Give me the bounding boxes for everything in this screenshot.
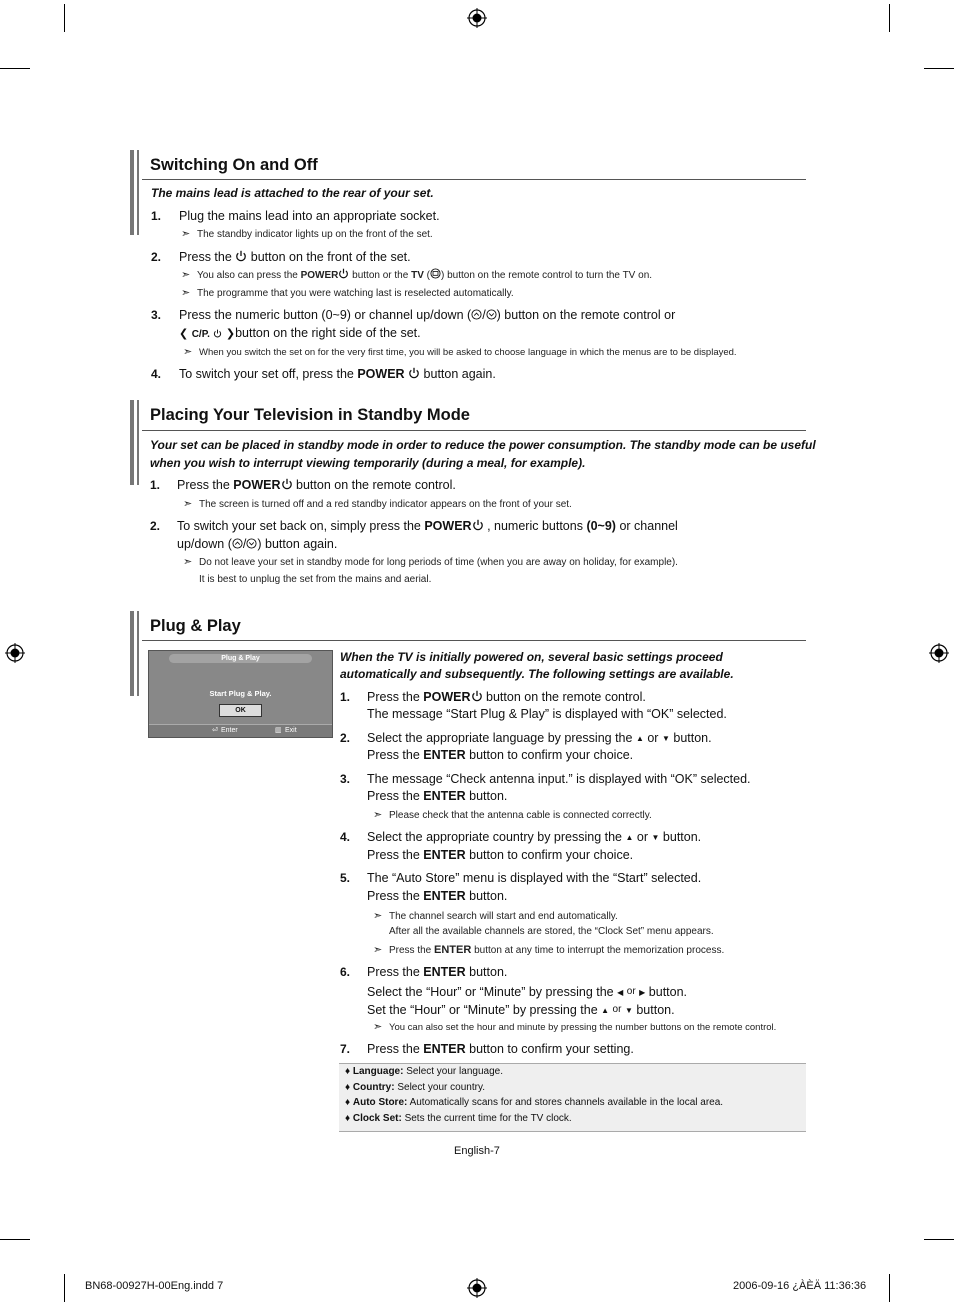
section-bar xyxy=(130,150,134,235)
bullet-diamond-icon: ♦ xyxy=(345,1113,351,1124)
section-bar xyxy=(137,611,139,696)
step-number: 2. xyxy=(150,519,161,533)
channel-up-icon xyxy=(232,538,243,549)
crop-mark xyxy=(889,4,890,32)
power-icon xyxy=(472,519,484,531)
step-note: ➣ You can also set the hour and minute by pressing the number buttons on the remote control. xyxy=(373,1021,777,1033)
footer-date: 2006-09-16 ¿ÀÈÄ 11:36:36 xyxy=(733,1280,867,1292)
section-intro: Your set can be placed in standby mode in order to reduce the power consumption. The standby mode can be useful xyxy=(150,438,816,452)
step-number: 1. xyxy=(340,690,351,704)
registration-mark-icon xyxy=(5,643,25,663)
crop-mark xyxy=(0,1239,30,1240)
step-number: 7. xyxy=(340,1042,351,1056)
step-text: To switch your set back on, simply press the POWER , numeric buttons (0~9) or channel xyxy=(177,519,678,533)
step-text: Set the “Hour” or “Minute” by pressing the ▲ or ▼ button. xyxy=(367,1003,675,1017)
footer-file-name: BN68-00927H-00Eng.indd 7 xyxy=(85,1280,224,1292)
step-text: Press the POWER button on the remote control. xyxy=(177,478,456,492)
section-intro: When the TV is initially powered on, several basic settings proceed xyxy=(340,650,723,664)
step-note: It is best to unplug the set from the mains and aerial. xyxy=(199,574,432,585)
step-number: 1. xyxy=(150,478,161,492)
step-text: The “Auto Store” menu is displayed with the “Start” selected. xyxy=(367,871,702,885)
enter-icon: ⏎ xyxy=(212,727,218,734)
step-note: ➣ You also can press the POWER button or the TV ( ) button on the remote control to turn the TV on. xyxy=(181,269,653,281)
summary-item: ♦ Clock Set: Sets the current time for the TV clock. xyxy=(345,1113,572,1124)
step-number: 3. xyxy=(151,308,162,322)
step-number: 4. xyxy=(151,367,162,381)
step-note: ➣ Please check that the antenna cable is connected correctly. xyxy=(373,809,652,821)
power-icon xyxy=(235,250,247,262)
note-arrow-icon: ➣ xyxy=(373,809,383,821)
note-arrow-icon: ➣ xyxy=(373,1021,383,1033)
section-intro: when you wish to interrupt viewing temporarily (during a meal, for example). xyxy=(150,456,586,470)
step-note: ➣ The screen is turned off and a red standby indicator appears on the front of your set. xyxy=(183,498,572,510)
power-icon xyxy=(408,367,420,379)
step-text: Press the ENTER button to confirm your choice. xyxy=(367,748,634,762)
channel-down-icon xyxy=(246,538,257,549)
chevron-left-icon: ❮ xyxy=(179,328,189,340)
step-note: ➣ The channel search will start and end automatically. xyxy=(373,910,618,922)
step-text: Select the appropriate language by pressing the ▲ or ▼ button. xyxy=(367,731,712,745)
section-rule xyxy=(142,430,806,431)
summary-item: ♦ Country: Select your country. xyxy=(345,1082,485,1093)
step-number: 2. xyxy=(151,250,162,264)
step-note: ➣ Do not leave your set in standby mode for long periods of time (when you are away on holiday, for example). xyxy=(183,556,678,568)
osd-message: Start Plug & Play. xyxy=(209,689,272,698)
note-arrow-icon: ➣ xyxy=(181,287,191,299)
step-text: up/down ( / ) button again. xyxy=(177,537,338,551)
note-arrow-icon: ➣ xyxy=(181,269,191,281)
step-text: Press the ENTER button to confirm your setting. xyxy=(367,1042,634,1056)
step-number: 4. xyxy=(340,830,351,844)
osd-title: Plug & Play xyxy=(169,654,312,663)
step-text: Select the appropriate country by pressing the ▲ or ▼ button. xyxy=(367,830,702,844)
down-arrow-icon: ▼ xyxy=(624,1006,633,1015)
settings-summary-box xyxy=(339,1063,806,1132)
up-arrow-icon: ▲ xyxy=(601,1006,610,1015)
step-text: To switch your set off, press the POWER button again. xyxy=(179,367,496,381)
step-note: After all the available channels are stored, the “Clock Set” menu appears. xyxy=(389,926,714,937)
power-icon xyxy=(471,690,483,702)
step-number: 6. xyxy=(340,965,351,979)
note-arrow-icon: ➣ xyxy=(373,910,383,922)
step-text: Press the ENTER button to confirm your choice. xyxy=(367,848,634,862)
registration-mark-icon xyxy=(467,8,487,28)
step-note: ➣ The programme that you were watching last is reselected automatically. xyxy=(181,287,514,299)
step-text: Press the numeric button (0~9) or channel up/down ( / ) button on the remote control or xyxy=(179,308,676,322)
section-intro: The mains lead is attached to the rear of your set. xyxy=(151,186,434,200)
osd-footer xyxy=(149,724,332,737)
bullet-diamond-icon: ♦ xyxy=(345,1097,351,1108)
section-bar xyxy=(130,400,134,485)
section-bar xyxy=(137,400,139,485)
step-text: Press the button on the front of the set. xyxy=(179,250,411,264)
summary-item: ♦ Auto Store: Automatically scans for and stores channels available in the local area. xyxy=(345,1097,724,1108)
step-text: Press the ENTER button. xyxy=(367,789,508,803)
section-rule xyxy=(142,640,806,641)
step-note: ➣ When you switch the set on for the very first time, you will be asked to choose language in which the menus are to be displayed. xyxy=(183,346,737,358)
section-title: Switching On and Off xyxy=(150,156,318,174)
section-rule xyxy=(142,179,806,180)
step-text: Press the ENTER button. xyxy=(367,965,508,979)
note-arrow-icon: ➣ xyxy=(183,498,193,510)
note-arrow-icon: ➣ xyxy=(183,556,193,568)
menu-icon: ▥ xyxy=(275,727,282,734)
down-arrow-icon: ▼ xyxy=(661,734,670,743)
step-number: 5. xyxy=(340,871,351,885)
section-title: Plug & Play xyxy=(150,617,241,635)
osd-ok-button: OK xyxy=(219,704,262,717)
channel-up-icon xyxy=(471,309,482,320)
section-bar xyxy=(137,150,139,235)
step-note: ➣ The standby indicator lights up on the front of the set. xyxy=(181,228,433,240)
channel-down-icon xyxy=(486,309,497,320)
power-icon xyxy=(338,268,349,279)
registration-mark-icon xyxy=(467,1278,487,1298)
section-bar xyxy=(130,611,134,696)
step-text: Plug the mains lead into an appropriate socket. xyxy=(179,209,440,223)
step-text: The message “Start Plug & Play” is displayed with “OK” selected. xyxy=(367,707,727,721)
power-icon xyxy=(213,329,222,338)
step-text: ❮ C/P. ❯button on the right side of the set. xyxy=(179,326,421,340)
page-number: English-7 xyxy=(454,1145,500,1157)
bullet-diamond-icon: ♦ xyxy=(345,1066,351,1077)
note-arrow-icon: ➣ xyxy=(181,228,191,240)
tv-button-icon xyxy=(430,268,441,279)
osd-screen xyxy=(148,650,333,738)
note-arrow-icon: ➣ xyxy=(373,944,383,956)
crop-mark xyxy=(64,1274,65,1302)
step-text: The message “Check antenna input.” is displayed with “OK” selected. xyxy=(367,772,751,786)
crop-mark xyxy=(889,1274,890,1302)
crop-mark xyxy=(64,4,65,32)
right-arrow-icon: ▶ xyxy=(639,988,646,997)
step-text: Select the “Hour” or “Minute” by pressing the ◀ or ▶ button. xyxy=(367,985,688,999)
step-number: 2. xyxy=(340,731,351,745)
note-arrow-icon: ➣ xyxy=(183,346,193,358)
left-arrow-icon: ◀ xyxy=(617,988,624,997)
step-number: 1. xyxy=(151,209,162,223)
section-title: Placing Your Television in Standby Mode xyxy=(150,406,470,424)
crop-mark xyxy=(924,68,954,69)
step-text: Press the ENTER button. xyxy=(367,889,508,903)
osd-enter-label: Enter xyxy=(221,727,238,734)
step-text: Press the POWER button on the remote control. xyxy=(367,690,646,704)
up-arrow-icon: ▲ xyxy=(635,734,644,743)
down-arrow-icon: ▼ xyxy=(651,833,660,842)
summary-item: ♦ Language: Select your language. xyxy=(345,1066,503,1077)
power-icon xyxy=(281,478,293,490)
chevron-right-icon: ❯ xyxy=(225,328,236,340)
crop-mark xyxy=(924,1239,954,1240)
registration-mark-icon xyxy=(929,643,949,663)
bullet-diamond-icon: ♦ xyxy=(345,1082,351,1093)
section-intro: automatically and subsequently. The following settings are available. xyxy=(340,667,734,681)
crop-mark xyxy=(0,68,30,69)
step-note: ➣ Press the ENTER button at any time to interrupt the memorization process. xyxy=(373,944,725,956)
osd-exit-label: Exit xyxy=(285,727,297,734)
step-number: 3. xyxy=(340,772,351,786)
up-arrow-icon: ▲ xyxy=(625,833,634,842)
